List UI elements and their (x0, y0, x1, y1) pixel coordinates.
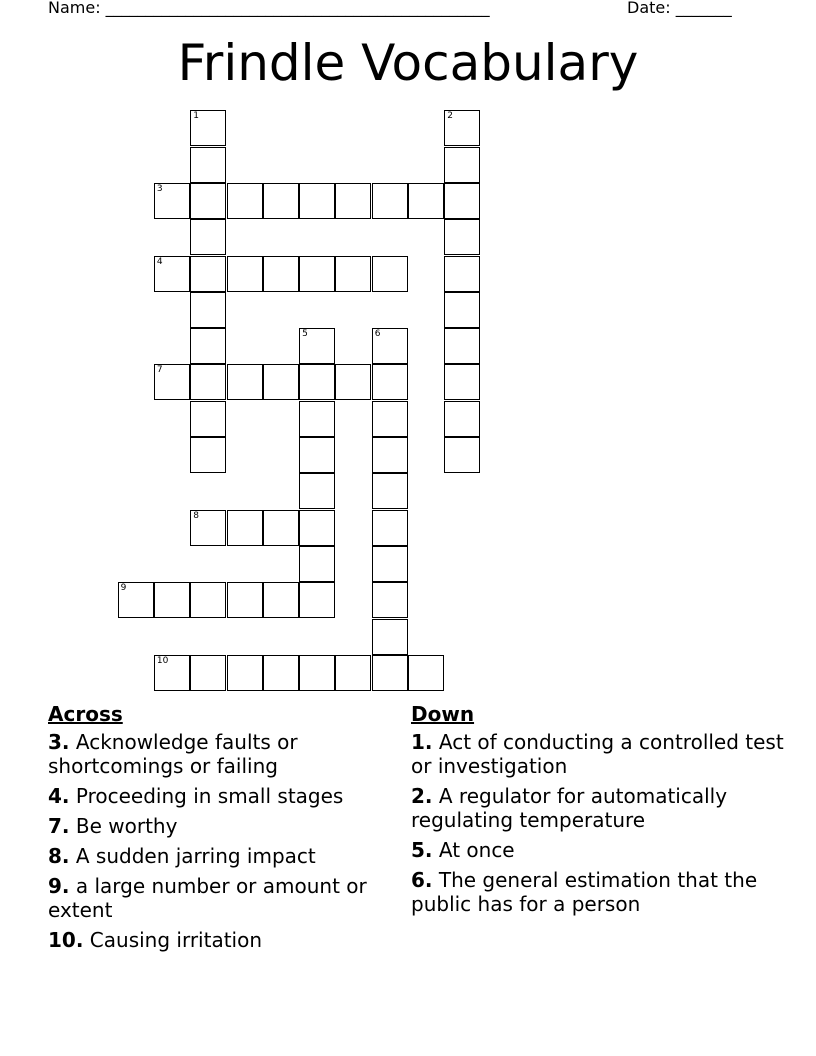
crossword-cell[interactable] (299, 437, 335, 473)
crossword-cell[interactable] (227, 364, 263, 400)
crossword-cell[interactable] (227, 183, 263, 219)
crossword-cell[interactable] (263, 183, 299, 219)
clue-text: A regulator for automatically regulating temperature (411, 784, 728, 832)
crossword-cell[interactable] (372, 437, 408, 473)
clue-text: At once (432, 838, 515, 862)
crossword-cell[interactable] (444, 183, 480, 219)
clue-number: 7. (48, 814, 70, 838)
down-clue (411, 838, 791, 862)
crossword-cell[interactable] (190, 401, 226, 437)
crossword-cell[interactable] (444, 147, 480, 183)
clue-number: 5. (411, 838, 433, 862)
clue-number: 4. (48, 784, 70, 808)
clue-number: 10 (156, 655, 169, 666)
crossword-cell[interactable] (299, 473, 335, 509)
across-clue (48, 844, 388, 868)
crossword-cell[interactable] (190, 328, 226, 364)
crossword-cell[interactable] (372, 546, 408, 582)
crossword-cell[interactable] (299, 364, 335, 400)
crossword-cell[interactable] (190, 364, 226, 400)
crossword-cell[interactable] (263, 655, 299, 691)
crossword-cell[interactable] (444, 328, 480, 364)
crossword-cell[interactable] (263, 510, 299, 546)
crossword-cell[interactable] (299, 510, 335, 546)
crossword-cell[interactable] (372, 582, 408, 618)
clue-text: A sudden jarring impact (69, 844, 316, 868)
across-clue (48, 730, 388, 778)
crossword-cell[interactable] (444, 110, 480, 146)
clue-number: 10. (48, 928, 84, 952)
clue-number: 9 (120, 583, 127, 594)
crossword-cell[interactable] (263, 582, 299, 618)
down-clue (411, 730, 791, 778)
clue-text: The general estimation that the public has for a person (411, 868, 758, 916)
down-clues (411, 702, 791, 922)
clue-number: 7 (156, 365, 163, 376)
across-heading: Across (48, 702, 123, 726)
clue-text: a large number or amount or extent (48, 874, 367, 922)
across-clue-list (48, 730, 388, 952)
crossword-cell[interactable] (372, 510, 408, 546)
crossword-cell[interactable] (263, 364, 299, 400)
crossword-cell[interactable] (299, 328, 335, 364)
across-clue (48, 784, 388, 808)
crossword-cell[interactable] (335, 364, 371, 400)
down-clue-list (411, 730, 791, 916)
clue-text: Acknowledge faults or shortcomings or failing (48, 730, 298, 778)
clue-number: 3 (156, 183, 163, 194)
crossword-cell[interactable] (444, 401, 480, 437)
crossword-cell[interactable] (335, 655, 371, 691)
clue-number: 1. (411, 730, 433, 754)
crossword-cell[interactable] (263, 256, 299, 292)
crossword-cell[interactable] (444, 364, 480, 400)
crossword-cell[interactable] (372, 619, 408, 655)
crossword-cell[interactable] (299, 546, 335, 582)
crossword-cell[interactable] (118, 582, 154, 618)
clue-number: 5 (302, 329, 308, 340)
name-field-label: Name: ________________________________________________ (48, 0, 490, 17)
clue-text: Act of conducting a controlled test or investigation (411, 730, 784, 778)
crossword-cell[interactable] (408, 655, 444, 691)
crossword-cell[interactable] (444, 219, 480, 255)
crossword-cell[interactable] (444, 437, 480, 473)
crossword-cell[interactable] (372, 473, 408, 509)
crossword-cell[interactable] (227, 510, 263, 546)
crossword-cell[interactable] (335, 183, 371, 219)
crossword-cell[interactable] (154, 364, 190, 400)
crossword-cell[interactable] (190, 256, 226, 292)
clue-number: 1 (193, 111, 199, 122)
crossword-cell[interactable] (372, 655, 408, 691)
down-clue (411, 784, 791, 832)
clue-number: 8 (193, 510, 199, 521)
crossword-cell[interactable] (444, 292, 480, 328)
crossword-cell[interactable] (227, 582, 263, 618)
crossword-cell[interactable] (335, 256, 371, 292)
crossword-cell[interactable] (372, 256, 408, 292)
crossword-cell[interactable] (408, 183, 444, 219)
clue-number: 3. (48, 730, 70, 754)
crossword-cell[interactable] (190, 219, 226, 255)
crossword-cell[interactable] (190, 510, 226, 546)
clue-number: 6 (374, 329, 381, 340)
crossword-cell[interactable] (154, 655, 190, 691)
crossword-cell[interactable] (299, 183, 335, 219)
crossword-cell[interactable] (190, 437, 226, 473)
across-clues (48, 702, 388, 958)
crossword-cell[interactable] (154, 256, 190, 292)
down-clue (411, 868, 791, 916)
crossword-cell[interactable] (190, 110, 226, 146)
clue-number: 4 (156, 256, 163, 267)
crossword-cell[interactable] (154, 582, 190, 618)
across-clue (48, 874, 388, 922)
crossword-cell[interactable] (190, 147, 226, 183)
across-clue (48, 928, 388, 952)
crossword-cell[interactable] (299, 401, 335, 437)
crossword-cell[interactable] (190, 655, 226, 691)
clue-number: 2. (411, 784, 433, 808)
crossword-cell[interactable] (227, 256, 263, 292)
date-field-label: Date: _______ (627, 0, 732, 17)
clue-number: 2 (447, 111, 454, 122)
crossword-cell[interactable] (299, 655, 335, 691)
clue-text: Be worthy (69, 814, 178, 838)
page-title: Frindle Vocabulary (177, 34, 639, 92)
crossword-cell[interactable] (372, 328, 408, 364)
crossword-cell[interactable] (190, 183, 226, 219)
clue-number: 9. (48, 874, 70, 898)
crossword-cell[interactable] (372, 401, 408, 437)
clue-text: Causing irritation (83, 928, 263, 952)
crossword-cell[interactable] (372, 183, 408, 219)
crossword-cell[interactable] (444, 256, 480, 292)
crossword-cell[interactable] (372, 364, 408, 400)
clue-number: 8. (48, 844, 70, 868)
crossword-cell[interactable] (299, 582, 335, 618)
clue-text: Proceeding in small stages (69, 784, 344, 808)
down-heading: Down (411, 702, 475, 726)
crossword-cell[interactable] (299, 256, 335, 292)
across-clue (48, 814, 388, 838)
crossword-cell[interactable] (227, 655, 263, 691)
crossword-cell[interactable] (190, 292, 226, 328)
crossword-cell[interactable] (154, 183, 190, 219)
crossword-cell[interactable] (190, 582, 226, 618)
clue-number: 6. (411, 868, 433, 892)
